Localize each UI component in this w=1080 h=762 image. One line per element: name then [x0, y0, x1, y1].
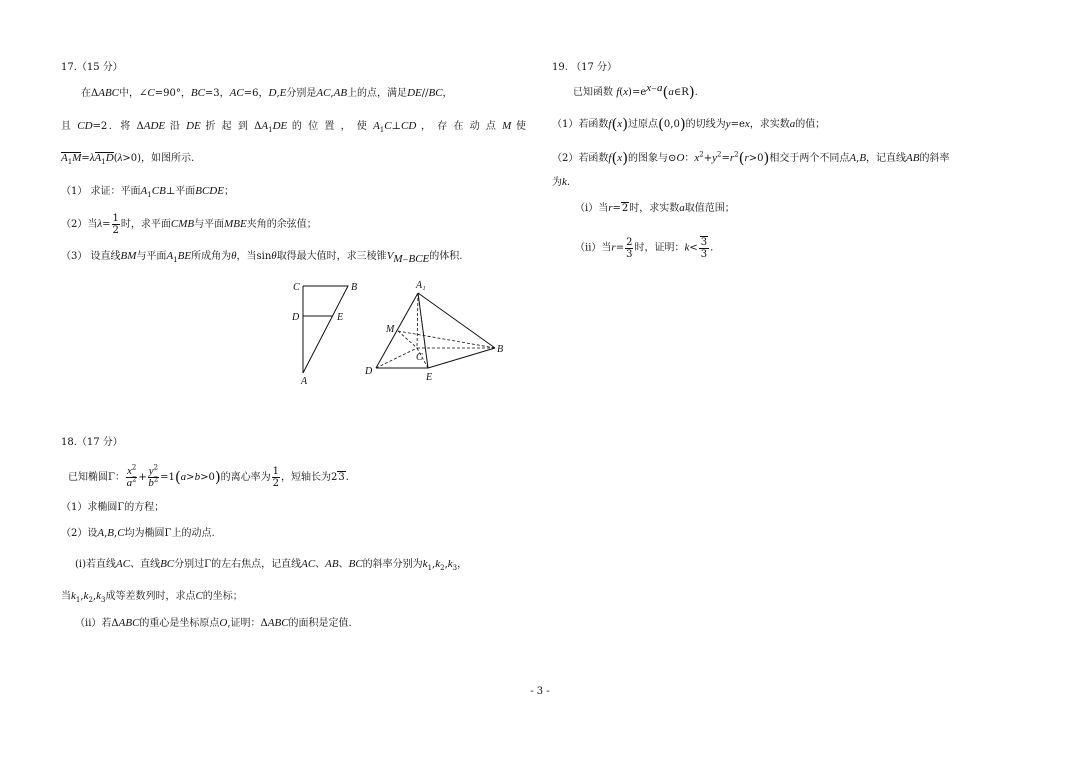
problem-17-part-3: （3） 设直线BM与平面$A_1BE$所成角为θ，当sinθ取得最大值时，求三棱锥$V_{M-BCE}$的体积.: [61, 250, 463, 265]
problem-18-part-2: （2）设A,B,C均为椭圆Γ上的动点.: [61, 527, 215, 539]
problem-18-part-2-i-line-1: (i)若直线AC、直线BC分别过Γ的左右焦点，记直线AC、AB、BC的斜率分别为$k_1,k_2,k_3$，: [75, 558, 468, 572]
problem-19-part-1: （1）若函数f(x)过原点(0,0)的切线为y=ex，求实数a的值；: [552, 115, 826, 133]
page-number: - 3 -: [530, 686, 550, 697]
problem-19-part-2-i: （i）当r=2时，求实数a取值范围；: [575, 202, 735, 214]
problem-19-part-2-line-1: （2）若函数f(x)的图象与⊙O：$x^2+y^2=r^2(r>0)$相交于两个不同点A,B，记直线AB的斜率: [552, 149, 950, 167]
problem-19-part-2-line-2: 为k.: [552, 176, 571, 188]
problem-18-part-2-ii: （ii）若ΔABC的重心是坐标原点O,证明：ΔABC的面积是定值.: [75, 617, 352, 629]
problem-17-stem-line-1: 在ΔABC中，∠C=90°，BC=3，AC=6，D,E分别是AC,AB上的点，满足DE//BC，: [81, 87, 453, 99]
problem-17-stem-line-3: $A_1M=\lambda A_1D(\lambda>0)$，如图所示.: [61, 152, 195, 166]
label-D-folded: D: [365, 366, 373, 377]
triangle-figure: [285, 276, 365, 388]
label-C: C: [293, 282, 300, 293]
problem-18-part-2-i-line-2: 当$k_1,k_2,k_3$成等差数列时，求点C的坐标；: [61, 590, 243, 604]
problem-17-header: 17.（15 分）: [61, 62, 123, 73]
label-E-folded: E: [426, 372, 433, 383]
pyramid-figure: [360, 276, 510, 388]
problem-17-part-1: （1） 求证：平面$A_1CB\perp$平面BCDE；: [61, 185, 234, 199]
problem-19-header: 19. （17 分）: [552, 62, 617, 73]
label-A1: A₁: [416, 280, 426, 291]
label-B-folded: B: [497, 344, 504, 355]
label-A: A: [301, 376, 308, 387]
problem-18-part-1: （1）求椭圆Γ的方程；: [61, 502, 165, 513]
problem-17-part-2: （2）当λ= $\frac{1}{2}$ 时，求平面CMB与平面MBE夹角的余弦值；: [61, 213, 317, 236]
label-C-folded: C: [416, 352, 423, 363]
label-B: B: [351, 282, 358, 293]
problem-18-header: 18.（17 分）: [61, 437, 123, 448]
label-D: D: [292, 312, 300, 323]
problem-17-stem-line-2: 且 CD=2．将 ΔADE 沿 DE 折 起 到 $\Delta A_1DE$ 的 位 置 ， 使 $A_1C\perp CD$ ， 存 在 动 点 M 使: [61, 120, 526, 134]
problem-18-stem: 已知椭圆Γ： $\frac{x^2}{a^2}$ + $\frac{y^2}{b^2}$ =1(a>b>0)的离心率为 $\frac{1}{2}$ ，短轴长为23.: [68, 463, 349, 489]
label-M: M: [386, 324, 395, 335]
problem-19-part-2-ii: （ii）当r= $\frac{2}{3}$ 时，证明：k< $\frac{3}{3}$ .: [575, 236, 714, 260]
problem-19-stem: 已知函数 $f(x)=e^{x-a}(a\in R)$.: [573, 81, 698, 101]
label-E: E: [337, 312, 344, 323]
